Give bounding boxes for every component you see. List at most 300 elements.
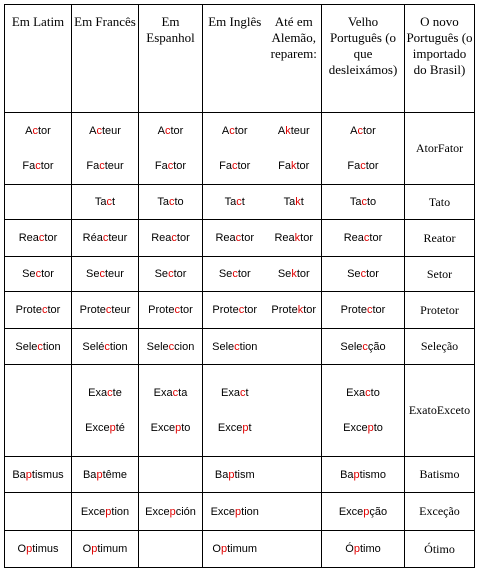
word-part: Exa	[153, 387, 173, 399]
highlighted-letter: p	[235, 505, 242, 518]
word-part: Se	[347, 268, 361, 280]
word	[72, 122, 138, 140]
word-part: tor	[176, 232, 190, 244]
cell-english	[203, 531, 267, 568]
word-part: Exceto	[436, 403, 471, 417]
word	[72, 384, 138, 402]
highlighted-letter: k	[295, 196, 301, 208]
word	[5, 122, 71, 140]
word-part: tor	[179, 304, 193, 316]
word	[5, 265, 71, 283]
word-part: Ó	[345, 543, 354, 555]
word	[203, 338, 267, 356]
highlighted-letter: c	[168, 196, 175, 208]
word-part: Sele	[15, 340, 38, 353]
word	[322, 503, 404, 521]
cell-new-portuguese	[405, 329, 475, 365]
word-part: tor	[173, 268, 187, 280]
word-part: Se	[218, 268, 233, 280]
word-part: Ta	[224, 196, 237, 208]
highlighted-letter: c	[165, 125, 171, 137]
word-part: Prote	[271, 304, 298, 316]
word-part: tor	[47, 304, 61, 316]
word-part: Protetor	[420, 302, 459, 317]
cell-old-portuguese	[322, 329, 405, 365]
table-row	[5, 292, 475, 329]
table-row	[5, 365, 475, 457]
cell-german	[267, 292, 322, 329]
cell-english	[203, 257, 267, 292]
word	[139, 419, 202, 437]
word	[322, 466, 404, 484]
word-part: Exce	[85, 422, 110, 434]
word	[5, 229, 71, 247]
highlighted-letter: c	[41, 304, 48, 316]
cell-spanish	[139, 292, 203, 329]
word-part: tor	[241, 232, 255, 244]
word-part: Reator	[423, 230, 456, 245]
word-part: A	[221, 125, 230, 137]
word	[203, 193, 267, 211]
word-part: Exceção	[419, 504, 460, 518]
word	[203, 229, 267, 247]
highlighted-letter: p	[25, 468, 32, 481]
cell-german	[267, 185, 322, 220]
highlighted-letter: p	[367, 422, 374, 434]
cell-german	[267, 457, 322, 493]
highlighted-letter: c	[361, 196, 367, 208]
highlighted-letter: c	[174, 304, 180, 316]
highlighted-letter: k	[285, 125, 291, 137]
word-part: A	[157, 125, 165, 137]
word-part: Selé	[82, 340, 105, 353]
highlighted-letter: p	[363, 505, 370, 518]
word	[419, 504, 460, 518]
word	[267, 122, 322, 140]
word-part: teur	[105, 268, 124, 280]
word	[429, 195, 450, 209]
word-part: ta	[178, 387, 188, 399]
cell-spanish	[139, 365, 203, 457]
word	[267, 265, 322, 283]
cell-old-portuguese	[322, 365, 405, 457]
highlighted-letter: c	[167, 160, 174, 172]
highlighted-letter: p	[169, 505, 176, 518]
cell-new-portuguese	[405, 185, 475, 220]
word-part: tion	[111, 505, 130, 518]
word-part: tism	[234, 468, 255, 481]
word-part: Ba	[12, 468, 26, 481]
word-part: Ba	[340, 468, 354, 481]
cell-english	[203, 220, 267, 257]
cell-new-portuguese	[405, 365, 475, 457]
word	[72, 503, 138, 521]
cell-latin	[5, 113, 72, 185]
cell-german	[267, 365, 322, 457]
highlighted-letter: p	[96, 468, 103, 481]
header-french: Em Francês	[72, 5, 139, 113]
word-part: timum	[227, 543, 258, 555]
cell-english	[203, 113, 267, 185]
word-part: t	[241, 196, 245, 208]
word-part: tor	[170, 125, 184, 137]
highlighted-letter: c	[363, 232, 370, 244]
word	[139, 122, 202, 140]
word	[203, 540, 267, 558]
word-part: Prote	[148, 304, 175, 316]
word	[322, 122, 404, 140]
word-part: tor	[234, 125, 248, 137]
highlighted-letter: c	[168, 340, 175, 353]
word-part: O	[17, 543, 27, 555]
highlighted-letter: p	[26, 543, 33, 555]
word-part: tor	[366, 268, 379, 280]
word	[322, 265, 404, 283]
highlighted-letter: k	[294, 232, 301, 244]
word	[438, 141, 463, 155]
cell-new-portuguese	[405, 493, 475, 531]
table-row	[5, 531, 475, 568]
word-part: timum	[97, 543, 128, 555]
highlighted-letter: p	[353, 543, 360, 555]
highlighted-letter: c	[171, 232, 177, 244]
highlighted-letter: c	[99, 268, 105, 280]
cell-latin	[5, 365, 72, 457]
word	[437, 403, 470, 417]
word-part: ção	[369, 505, 388, 518]
word	[139, 503, 202, 521]
word	[203, 466, 267, 484]
word-part: A	[89, 125, 97, 137]
cell-old-portuguese	[322, 493, 405, 531]
cell-spanish	[139, 257, 203, 292]
word-part: Sele	[146, 340, 169, 353]
word	[421, 339, 458, 353]
word-part: Sele	[212, 340, 235, 353]
highlighted-letter: c	[38, 232, 45, 244]
word-part: Exce	[217, 422, 243, 434]
word	[72, 157, 138, 175]
word-part: to	[370, 387, 380, 399]
word-part: Rea	[343, 232, 364, 244]
word-part: tion	[42, 340, 61, 353]
table-row	[5, 113, 475, 185]
table-row	[5, 257, 475, 292]
word	[267, 157, 322, 175]
word-part: Fa	[219, 160, 232, 172]
word-part: t	[248, 422, 252, 434]
word-part: Sele	[340, 340, 363, 353]
word-part: Se	[277, 268, 292, 280]
word	[420, 303, 459, 317]
word-part: A	[25, 125, 33, 137]
word-part: Exce	[343, 422, 368, 434]
cell-french	[72, 457, 139, 493]
cell-spanish	[139, 531, 203, 568]
word-part: Rea	[18, 232, 39, 244]
word	[72, 540, 138, 558]
highlighted-letter: c	[35, 160, 41, 172]
word	[322, 540, 404, 558]
highlighted-letter: p	[353, 468, 360, 481]
highlighted-letter: k	[291, 268, 297, 280]
word	[72, 265, 138, 283]
comparison-table-wrapper	[4, 4, 475, 568]
word-part: teur	[104, 160, 124, 172]
word-part: Réa	[82, 232, 103, 244]
highlighted-letter: c	[102, 232, 109, 244]
highlighted-letter: c	[104, 340, 110, 353]
word-part: Ba	[82, 468, 97, 481]
word-part: cion	[174, 340, 195, 353]
word-part: Fator	[437, 141, 464, 155]
word	[322, 193, 404, 211]
highlighted-letter: c	[172, 387, 179, 399]
word-part: tor	[365, 160, 379, 172]
word-part: Fa	[22, 160, 36, 172]
highlighted-letter: c	[236, 196, 242, 208]
cell-old-portuguese	[322, 257, 405, 292]
word	[322, 229, 404, 247]
table-row	[5, 220, 475, 257]
cell-english	[203, 185, 267, 220]
cell-latin	[5, 292, 72, 329]
cell-english	[203, 329, 267, 365]
word	[139, 301, 202, 319]
highlighted-letter: p	[228, 468, 235, 481]
word-part: tor	[363, 125, 376, 137]
word-part: tême	[102, 468, 128, 481]
word-part: Setor	[426, 266, 453, 281]
word-part: to	[366, 196, 377, 208]
highlighted-letter: c	[96, 125, 102, 137]
word	[72, 229, 138, 247]
highlighted-letter: c	[235, 232, 242, 244]
word-part: timus	[32, 543, 59, 555]
word-part: to	[373, 422, 383, 434]
cell-new-portuguese	[405, 292, 475, 329]
word	[322, 338, 404, 356]
word-part: Rea	[151, 232, 172, 244]
word-part: ción	[175, 505, 196, 518]
header-spanish: Em Espanhol	[139, 5, 203, 113]
highlighted-letter: c	[37, 340, 43, 353]
word-part: teur	[290, 125, 310, 137]
word-part: Exce	[210, 505, 236, 518]
cell-spanish	[139, 113, 203, 185]
highlighted-letter: c	[106, 196, 113, 208]
word-part: t	[112, 196, 116, 208]
cell-english	[203, 493, 267, 531]
highlighted-letter: k	[291, 160, 297, 172]
highlighted-letter: c	[234, 340, 240, 353]
word-part: te	[112, 387, 122, 399]
word	[139, 265, 202, 283]
header-new-portuguese: O novo Português (o importado do Brasil)	[405, 5, 475, 113]
word-part: tor	[372, 304, 386, 316]
cell-english	[203, 457, 267, 493]
cell-old-portuguese	[322, 292, 405, 329]
highlighted-letter: c	[360, 160, 366, 172]
header-row	[5, 5, 475, 113]
cell-old-portuguese	[322, 220, 405, 257]
cell-french	[72, 220, 139, 257]
highlighted-letter: p	[105, 505, 112, 518]
word	[267, 301, 322, 319]
word-part: A	[277, 125, 286, 137]
table-row	[5, 457, 475, 493]
highlighted-letter: c	[35, 268, 42, 280]
cell-old-portuguese	[322, 457, 405, 493]
word-part: Exato	[408, 403, 437, 417]
word-part: O	[82, 543, 92, 555]
highlighted-letter: p	[220, 543, 228, 555]
word-part: Fa	[278, 160, 291, 172]
cell-french	[72, 257, 139, 292]
word	[424, 231, 456, 245]
highlighted-letter: c	[105, 304, 112, 316]
header-english: Em Inglês	[203, 5, 267, 113]
word-part: t	[300, 196, 304, 208]
word-part: Fa	[154, 160, 168, 172]
word	[139, 157, 202, 175]
word-part: to	[174, 196, 184, 208]
word-part: tion	[241, 505, 259, 518]
word	[267, 193, 322, 211]
header-latin: Em Latim	[5, 5, 72, 113]
word	[203, 122, 267, 140]
word	[322, 157, 404, 175]
cell-latin	[5, 257, 72, 292]
word-part: tor	[44, 232, 58, 244]
word-part: teur	[108, 232, 128, 244]
word-part: to	[181, 422, 191, 434]
cell-spanish	[139, 329, 203, 365]
word	[72, 338, 138, 356]
word-part: Exce	[338, 505, 364, 518]
word	[409, 403, 437, 417]
cell-german	[267, 220, 322, 257]
highlighted-letter: c	[32, 125, 38, 137]
word	[322, 419, 404, 437]
word-part: Se	[86, 268, 100, 280]
word	[203, 384, 267, 402]
highlighted-letter: p	[91, 543, 98, 555]
cell-french	[72, 329, 139, 365]
table-row	[5, 493, 475, 531]
word-part: t	[245, 387, 249, 399]
cell-old-portuguese	[322, 185, 405, 220]
word	[203, 157, 267, 175]
cell-french	[72, 292, 139, 329]
word-part: Rea	[215, 232, 236, 244]
cell-french	[72, 113, 139, 185]
table-row	[5, 329, 475, 365]
word-part: tor	[303, 304, 317, 316]
cell-french	[72, 531, 139, 568]
word	[5, 338, 71, 356]
word-part: Ta	[94, 196, 107, 208]
cell-german	[267, 531, 322, 568]
word-part: tion	[109, 340, 128, 353]
word	[72, 301, 138, 319]
word	[72, 466, 138, 484]
word	[5, 466, 71, 484]
word	[203, 503, 267, 521]
word-part: tor	[237, 160, 251, 172]
word	[203, 265, 267, 283]
cell-spanish	[139, 185, 203, 220]
spelling-comparison-table	[4, 4, 475, 568]
word-part: Ator	[415, 141, 438, 155]
header-german: Até em Alemão, reparem:	[267, 5, 322, 113]
highlighted-letter: c	[232, 160, 238, 172]
cell-english	[203, 365, 267, 457]
cell-spanish	[139, 457, 203, 493]
highlighted-letter: c	[238, 304, 245, 316]
word-part: Se	[22, 268, 36, 280]
word	[5, 540, 71, 558]
word-part: ção	[367, 340, 386, 353]
word-part: Prote	[15, 304, 42, 316]
word-part: tor	[244, 304, 258, 316]
cell-french	[72, 185, 139, 220]
word-part: té	[115, 422, 125, 434]
word-part: timo	[359, 543, 381, 555]
word	[72, 193, 138, 211]
highlighted-letter: c	[366, 304, 373, 316]
word-part: tismus	[31, 468, 64, 481]
word	[267, 229, 322, 247]
word-part: Ba	[214, 468, 229, 481]
word	[139, 229, 202, 247]
highlighted-letter: k	[297, 304, 304, 316]
word-part: tor	[237, 268, 251, 280]
highlighted-letter: c	[239, 387, 246, 399]
cell-german	[267, 113, 322, 185]
word-part: teur	[111, 304, 131, 316]
highlighted-letter: c	[229, 125, 235, 137]
word-part: Exa	[88, 387, 108, 399]
word	[424, 542, 455, 556]
word-part: tor	[300, 232, 314, 244]
cell-german	[267, 493, 322, 531]
word	[139, 338, 202, 356]
cell-spanish	[139, 493, 203, 531]
word-part: tor	[173, 160, 187, 172]
table-row	[5, 185, 475, 220]
word-part: Ta	[349, 196, 362, 208]
table-body	[5, 113, 475, 568]
word	[72, 419, 138, 437]
highlighted-letter: c	[357, 125, 363, 137]
word-part: tismo	[359, 468, 386, 481]
word-part: Rea	[274, 232, 295, 244]
cell-french	[72, 365, 139, 457]
word	[139, 384, 202, 402]
highlighted-letter: p	[109, 422, 116, 434]
word-part: Exce	[145, 505, 170, 518]
word-part: Exce	[80, 505, 106, 518]
cell-old-portuguese	[322, 113, 405, 185]
highlighted-letter: c	[365, 387, 371, 399]
word-part: Exa	[220, 387, 240, 399]
word-part: Exa	[346, 387, 366, 399]
word-part: Prote	[79, 304, 106, 316]
cell-new-portuguese	[405, 531, 475, 568]
cell-new-portuguese	[405, 220, 475, 257]
word-part: Ta	[283, 196, 296, 208]
